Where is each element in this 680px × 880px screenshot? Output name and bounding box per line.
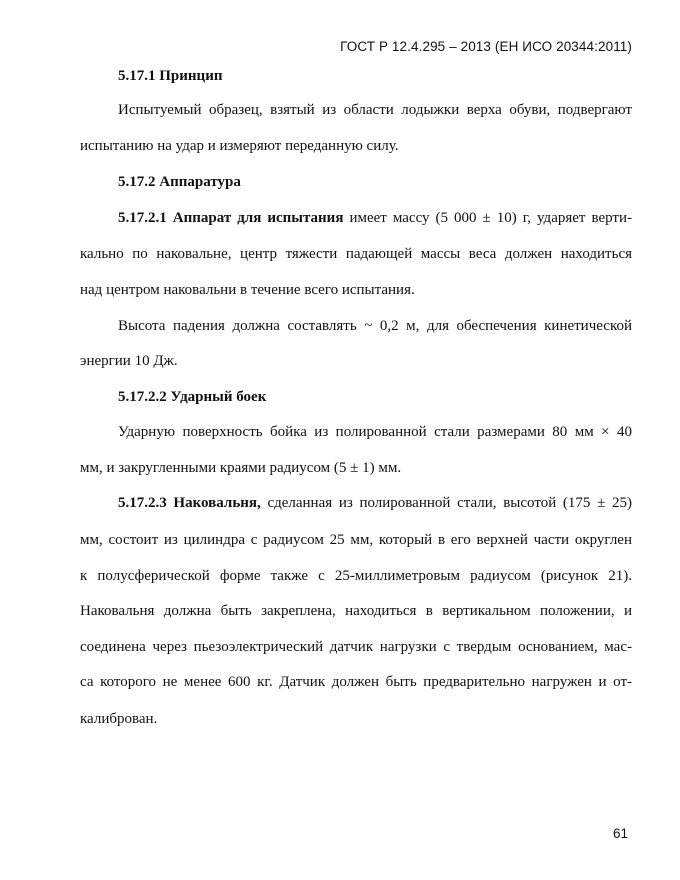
- paragraph-text: имеет массу (5 000 ± 10) г, ударяет верти-: [343, 210, 633, 226]
- paragraph-line: к полусферической форме также с 25-миллиметровым радиусом (рисунок 21).: [80, 568, 632, 584]
- paragraph-line: мм, и закругленными краями радиусом (5 ± 1) мм.: [80, 460, 402, 476]
- paragraph-line: соединена через пьезоэлектрический датчик нагрузки с твердым основанием, мас-: [80, 639, 632, 655]
- paragraph-line: над центром наковальни в течение всего испытания.: [80, 282, 415, 298]
- paragraph-line: са которого не менее 600 кг. Датчик должен быть предварительно нагружен и от-: [80, 674, 632, 690]
- paragraph-line: [118, 208, 632, 228]
- paragraph-line: [118, 493, 632, 513]
- document-header: ГОСТ Р 12.4.295 – 2013 (ЕН ИСО 20344:2011): [340, 39, 632, 54]
- section-heading-5-17-1: 5.17.1 Принцип: [118, 68, 223, 84]
- paragraph-line: энергии 10 Дж.: [80, 353, 178, 369]
- paragraph-line: испытанию на удар и измеряют переданную силу.: [80, 138, 399, 154]
- paragraph-line: Ударную поверхность бойка из полированной стали размерами 80 мм × 40: [118, 424, 632, 440]
- paragraph-line: кально по наковальне, центр тяжести падающей массы веса должен находиться: [80, 246, 632, 262]
- paragraph-line: калиброван.: [80, 711, 158, 727]
- section-heading-5-17-2: 5.17.2 Аппаратура: [118, 174, 241, 190]
- paragraph-line: Испытуемый образец, взятый из области лодыжки верха обуви, подвергают: [118, 102, 632, 118]
- section-heading-5-17-2-2: 5.17.2.2 Ударный боек: [118, 389, 267, 405]
- page-number: 61: [612, 826, 628, 841]
- paragraph-line: мм, состоит из цилиндра с радиусом 25 мм, который в его верхней части округлен: [80, 532, 632, 548]
- paragraph-line: Высота падения должна составлять ~ 0,2 м, для обеспечения кинетической: [118, 318, 632, 334]
- paragraph-text: сделанная из полированной стали, высотой (175 ± 25): [260, 495, 632, 511]
- subsection-title-5-17-2-1: 5.17.2.1 Аппарат для испытания: [118, 210, 344, 226]
- paragraph-line: Наковальня должна быть закреплена, находиться в вертикальном положении, и: [80, 603, 632, 619]
- subsection-title-5-17-2-3: 5.17.2.3 Наковальня,: [118, 495, 261, 511]
